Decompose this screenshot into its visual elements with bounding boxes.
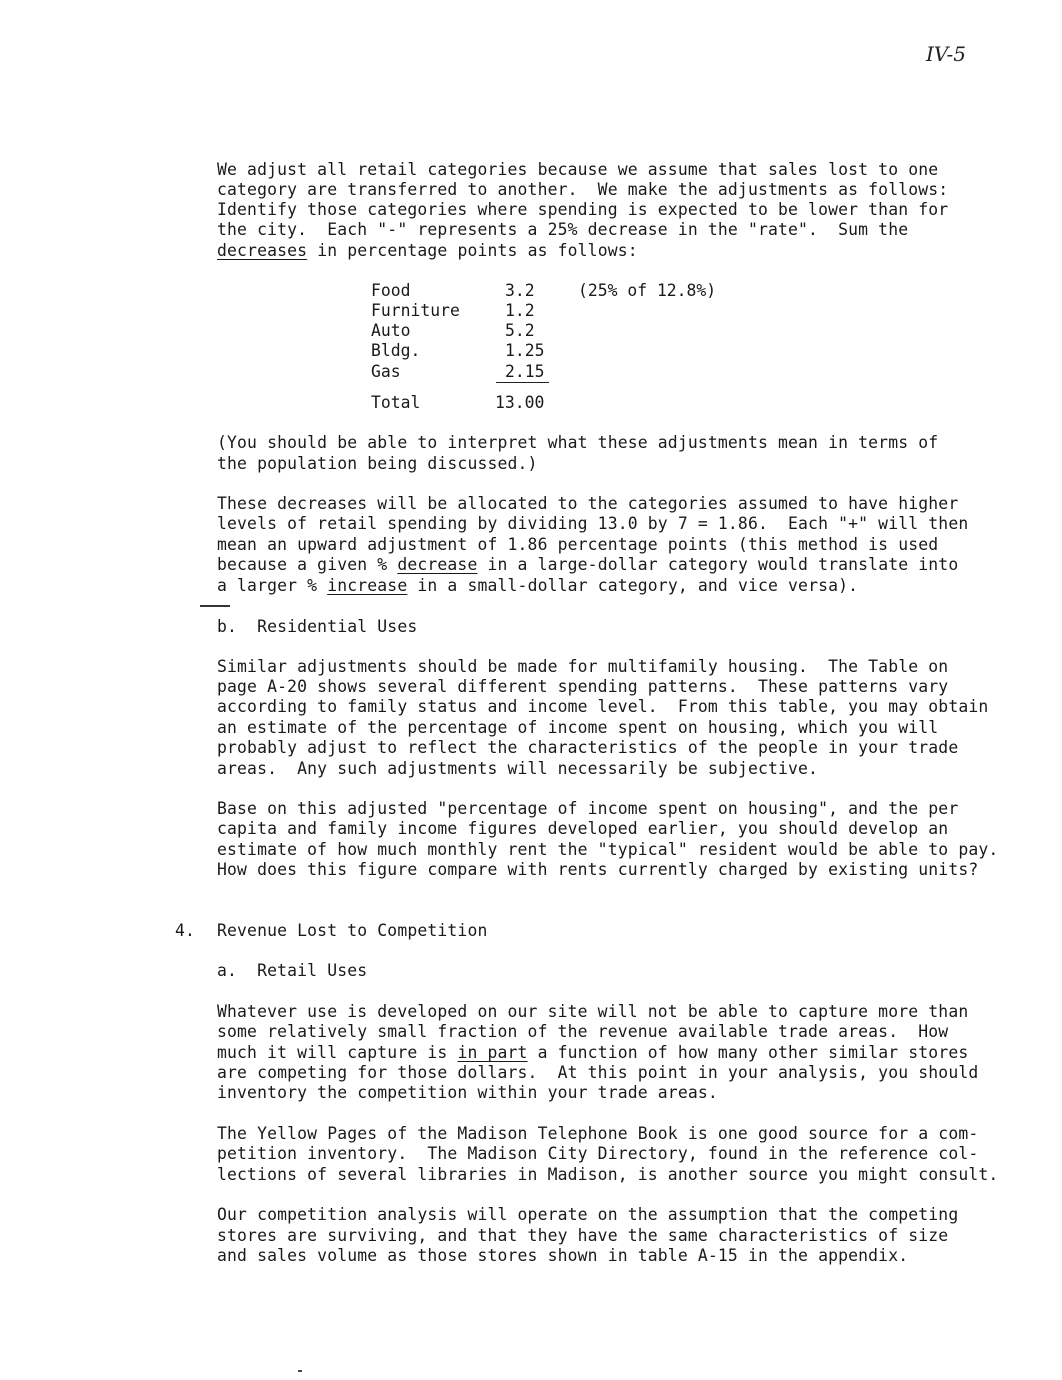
allocation-line-start: because a given % — [217, 555, 398, 574]
intro-line: category are transferred to another. We make the adjustments as follows: — [217, 180, 949, 199]
competition-para-line: petition inventory. The Madison City Directory, found in the reference col- — [217, 1144, 979, 1163]
section-heading: b. Residential Uses — [217, 617, 418, 636]
residential-para-line: How does this figure compare with rents currently charged by existing units? — [217, 860, 979, 879]
table-category: Furniture — [371, 301, 460, 320]
allocation-line: mean an upward adjustment of 1.86 percentage points (this method is used — [217, 535, 939, 554]
intro-line: Identify those categories where spending is expected to be lower than for — [217, 200, 949, 219]
competition-line-start: much it will capture is — [217, 1043, 458, 1062]
allocation-line: levels of retail spending by dividing 13.0 by 7 = 1.86. Each "+" will then — [217, 514, 969, 533]
intro-line: We adjust all retail categories because we assume that sales lost to one — [217, 160, 939, 179]
intro-line: the city. Each "-" represents a 25% decrease in the "rate". Sum the — [217, 220, 909, 239]
section-number: 4. — [175, 921, 196, 940]
competition-para-line: and sales volume as those stores shown in table A-15 in the appendix. — [217, 1246, 909, 1265]
allocation-line — [217, 555, 958, 575]
margin-pen-mark — [200, 605, 230, 607]
underlined-word: decrease — [397, 555, 478, 574]
competition-para-line: lections of several libraries in Madison, is another source you might consult. — [217, 1165, 999, 1184]
allocation-line: These decreases will be allocated to the categories assumed to have higher — [217, 494, 959, 513]
table-category: Bldg. — [371, 341, 421, 360]
competition-line-rest: a function of how many other similar stores — [527, 1043, 969, 1062]
residential-para-line: Similar adjustments should be made for multifamily housing. The Table on — [217, 657, 949, 676]
residential-para-line: Base on this adjusted "percentage of income spent on housing", and the per — [217, 799, 959, 818]
table-value: 3.2 — [505, 281, 535, 300]
section-heading: Revenue Lost to Competition — [217, 921, 488, 940]
note-line: the population being discussed.) — [217, 454, 538, 473]
table-category: Auto — [371, 321, 411, 340]
note-line: (You should be able to interpret what these adjustments mean in terms of — [217, 433, 939, 452]
residential-para-line: an estimate of the percentage of income spent on housing, which you will — [217, 718, 939, 737]
table-total-label: Total — [371, 393, 421, 412]
competition-para-line: are competing for those dollars. At this point in your analysis, you should — [217, 1063, 979, 1082]
underlined-word: decreases — [217, 241, 308, 260]
residential-para-line: probably adjust to reflect the characteristics of the people in your trade — [217, 738, 959, 757]
table-value: 2.15 — [505, 362, 545, 381]
sum-rule — [496, 382, 549, 383]
allocation-line-start: a larger % — [217, 576, 328, 595]
table-note: (25% of 12.8%) — [578, 281, 717, 300]
competition-para-line: Whatever use is developed on our site will not be able to capture more than — [217, 1002, 969, 1021]
allocation-line — [217, 576, 858, 596]
competition-para-line — [217, 1043, 968, 1063]
underlined-word: in part — [457, 1043, 528, 1062]
competition-para-line: inventory the competition within your trade areas. — [217, 1083, 718, 1102]
intro-line — [217, 241, 638, 261]
table-value: 1.2 — [505, 301, 535, 320]
underlined-word: increase — [327, 576, 408, 595]
table-total-value: 13.00 — [495, 393, 545, 412]
allocation-line-rest: in a large-dollar category would translate into — [477, 555, 959, 574]
residential-para-line: page A-20 shows several different spending patterns. These patterns vary — [217, 677, 949, 696]
allocation-line-rest: in a small-dollar category, and vice versa). — [407, 576, 859, 595]
residential-para-line: estimate of how much monthly rent the "typical" resident would be able to pay. — [217, 840, 999, 859]
competition-para-line: some relatively small fraction of the revenue available trade areas. How — [217, 1022, 949, 1041]
competition-para-line: The Yellow Pages of the Madison Telephone Book is one good source for a com- — [217, 1124, 979, 1143]
intro-line-rest: in percentage points as follows: — [307, 241, 638, 260]
table-category: Food — [371, 281, 411, 300]
competition-para-line: stores are surviving, and that they have the same characteristics of size — [217, 1226, 949, 1245]
page-number: IV-5 — [926, 42, 966, 66]
table-category: Gas — [371, 362, 401, 381]
table-value: 5.2 — [505, 321, 535, 340]
sub-section-heading: a. Retail Uses — [217, 961, 368, 980]
residential-para-line: areas. Any such adjustments will necessarily be subjective. — [217, 759, 819, 778]
residential-para-line: according to family status and income level. From this table, you may obtain — [217, 697, 989, 716]
residential-para-line: capita and family income figures developed earlier, you should develop an — [217, 819, 949, 838]
table-value: 1.25 — [505, 341, 545, 360]
stray-mark — [298, 1370, 302, 1372]
competition-para-line: Our competition analysis will operate on the assumption that the competing — [217, 1205, 959, 1224]
